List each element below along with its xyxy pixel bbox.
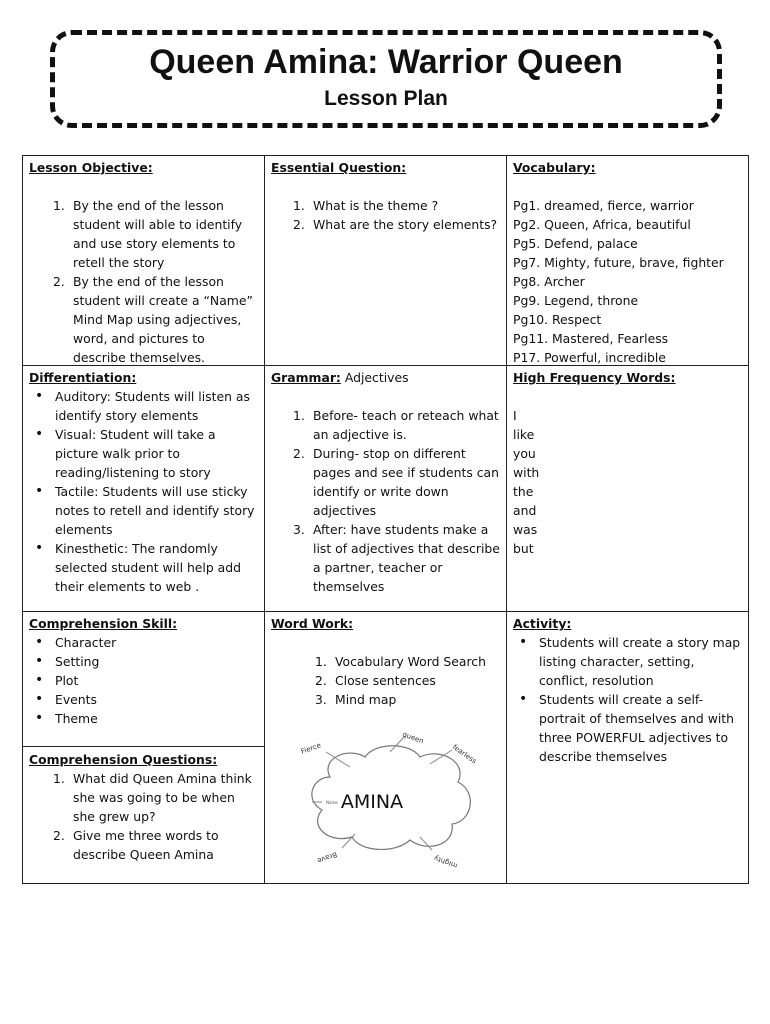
list-item: but xyxy=(513,541,534,556)
mind-map-word: queen xyxy=(401,730,425,746)
list-item: with xyxy=(513,465,540,480)
list-item: 1. By the end of the lesson student will able to identify and use story elements to retell the story xyxy=(53,198,243,270)
comprehension-skill-heading: Comprehension Skill: xyxy=(29,616,178,631)
list-item: 2. During- stop on different pages and see if students can identify or write down adjectives xyxy=(293,446,499,518)
row-divider xyxy=(23,746,264,747)
list-item: I xyxy=(513,408,517,423)
list-item: 1. Before- teach or reteach what an adjective is. xyxy=(293,408,499,442)
list-item: the xyxy=(513,484,534,499)
word-work-heading: Word Work: xyxy=(271,616,354,631)
mind-map-word: Brave xyxy=(316,850,339,865)
page-title: Queen Amina: Warrior Queen xyxy=(149,43,623,81)
grammar-heading-line xyxy=(271,368,500,387)
list-item: like xyxy=(513,427,535,442)
grammar-cell xyxy=(265,366,506,611)
list-item: • Students will create a story map listing character, setting, conflict, resolution xyxy=(517,633,744,690)
list-item: • Auditory: Students will listen as identify story elements xyxy=(33,387,258,425)
list-item: 3. Mind map xyxy=(315,692,397,707)
page-subtitle: Lesson Plan xyxy=(324,87,448,110)
list-item: • Theme xyxy=(33,709,258,728)
mind-map-center-word: AMINA xyxy=(340,791,404,813)
list-item: Pg7. Mighty, future, brave, fighter xyxy=(513,255,724,270)
list-item: • Kinesthetic: The randomly selected student will help add their elements to web . xyxy=(33,539,258,596)
comprehension-questions-heading: Comprehension Questions: xyxy=(29,752,218,767)
list-item: • Visual: Student will take a picture walk prior to reading/listening to story xyxy=(33,425,258,482)
list-item: • Tactile: Students will use sticky notes to retell and identify story elements xyxy=(33,482,258,539)
list-item: and xyxy=(513,503,537,518)
list-item: 1. What is the theme ? xyxy=(293,198,439,213)
list-item: • Setting xyxy=(33,652,258,671)
lesson-objective-heading: Lesson Objective: xyxy=(29,160,153,175)
list-item: 2. Give me three words to describe Queen Amina xyxy=(53,828,219,862)
list-item: Pg11. Mastered, Fearless xyxy=(513,331,669,346)
mind-map-word: fearless xyxy=(450,743,478,766)
mind-map-word: mighty xyxy=(432,853,459,870)
mind-map-word: Fierce xyxy=(299,741,323,756)
activity-cell xyxy=(507,612,750,884)
essential-question-cell xyxy=(265,156,506,365)
differentiation-cell xyxy=(23,366,264,611)
mind-map-word: Name xyxy=(326,800,338,805)
list-item: 2. What are the story elements? xyxy=(293,217,498,232)
list-item: • Plot xyxy=(33,671,258,690)
high-frequency-cell xyxy=(507,366,750,611)
grammar-heading: Grammar: xyxy=(271,370,341,385)
list-item: • Character xyxy=(33,633,258,652)
list-item: you xyxy=(513,446,536,461)
list-item: Pg1. dreamed, fierce, warrior xyxy=(513,198,694,213)
list-item: Pg9. Legend, throne xyxy=(513,293,639,308)
list-item: Pg5. Defend, palace xyxy=(513,236,638,251)
mind-map-illustration xyxy=(290,722,490,872)
lesson-objective-cell xyxy=(23,156,264,365)
differentiation-heading: Differentiation: xyxy=(29,370,137,385)
list-item: Pg8. Archer xyxy=(513,274,585,289)
list-item: 2. By the end of the lesson student will create a “Name” Mind Map using adjectives, word, and pictures to describe themselves. xyxy=(53,274,253,365)
list-item: was xyxy=(513,522,538,537)
list-item: 1. What did Queen Amina think she was going to be when she grew up? xyxy=(53,771,252,824)
grammar-topic: Adjectives xyxy=(340,370,409,385)
comprehension-questions-cell xyxy=(23,748,264,884)
list-item: 2. Close sentences xyxy=(315,673,436,688)
vocabulary-cell xyxy=(507,156,750,365)
vocabulary-heading: Vocabulary: xyxy=(513,160,596,175)
essential-question-heading: Essential Question: xyxy=(271,160,407,175)
list-item: 3. After: have students make a list of adjectives that describe a partner, teacher or themselves xyxy=(293,522,500,594)
list-item: • Students will create a self-portrait of themselves and with three POWERFUL adjectives to describe themselves xyxy=(517,690,744,766)
list-item: Pg2. Queen, Africa, beautiful xyxy=(513,217,691,232)
comprehension-skill-cell xyxy=(23,612,264,746)
list-item: • Events xyxy=(33,690,258,709)
activity-heading: Activity: xyxy=(513,616,572,631)
list-item: P17. Powerful, incredible xyxy=(513,350,666,365)
high-frequency-heading: High Frequency Words: xyxy=(513,370,676,385)
list-item: Pg10. Respect xyxy=(513,312,602,327)
title-banner xyxy=(50,30,722,128)
list-item: 1. Vocabulary Word Search xyxy=(315,654,486,669)
